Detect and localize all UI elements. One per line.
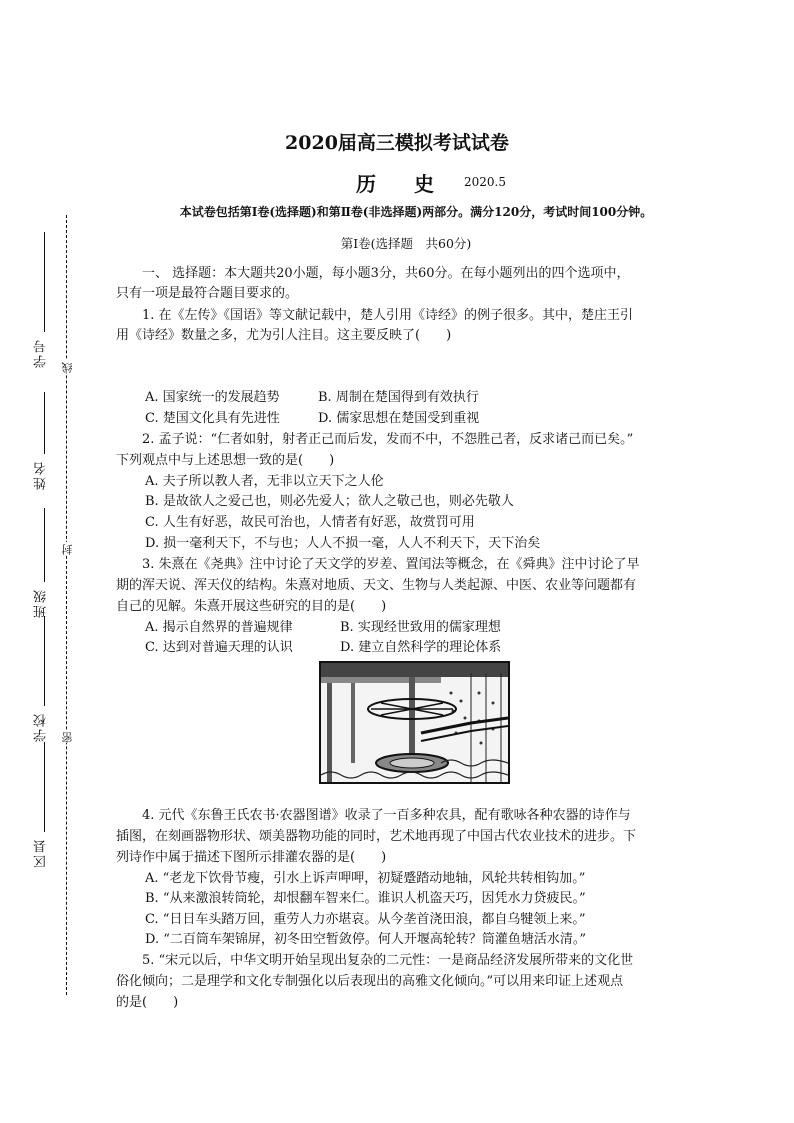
q4-stem-line2: 插图，在刻画器物形状、颂美器物功能的同时，艺术地再现了中国古代农业技术的进步。下 <box>116 829 637 844</box>
subject-title: 历史 <box>356 172 472 196</box>
q5-stem-line3: 的是( ) <box>116 995 179 1010</box>
q2-option-c: C. 人生有好恶，故民可治也，人情者有好恶，故赏罚可用 <box>145 515 475 530</box>
q2-stem-line1: 2. 孟子说：“仁者如射，射者正己而后发，发而不中，不怨胜己者，反求诸己而已矣。” <box>142 432 634 447</box>
q3-option-b: B. 实现经世致用的儒家理想 <box>340 620 501 635</box>
q5-stem-line2: 俗化倾向；二是理学和文化专制强化以后表现出的高雅文化倾向。”可以用来印证上述观点 <box>116 974 624 989</box>
q4-option-b: B. “从来激浪转筒轮，却恨翻车智来仁。谁识人机盗天巧，因凭水力贷疲民。” <box>145 891 586 906</box>
q4-option-a: A. “老龙下饮骨节瘦，引水上诉声呷呷，初疑蹙踏动地轴，风轮共转相钩加。” <box>145 871 586 886</box>
q3-option-d: D. 建立自然科学的理论体系 <box>340 640 502 655</box>
q2-option-d: D. 损一毫利天下，不与也；人人不损一毫，人人不利天下，天下治矣 <box>145 536 541 551</box>
q1-stem-line2: 用《诗经》数量之多，尤为引人注目。这主要反映了( ) <box>116 328 452 343</box>
exam-info: 本试卷包括第Ⅰ卷(选择题)和第Ⅱ卷(非选择题)两部分。满分120分，考试时间100分钟。 <box>179 205 653 219</box>
student-number-label: 学号 <box>34 338 49 368</box>
q5-stem-line1: 5. “宋元以后，中华文明开始呈现出复杂的二元性：一是商品经济发展所带来的文化世 <box>142 953 634 968</box>
q3-option-a: A. 揭示自然界的普遍规律 <box>145 620 293 635</box>
q3-option-c: C. 达到对普遍天理的认识 <box>145 640 293 655</box>
q2-option-b: B. 是故欲人之爱己也，则必先爱人；欲人之敬己也，则必先敬人 <box>145 494 514 509</box>
school-line <box>44 616 45 706</box>
district-label: 区县 <box>34 838 49 868</box>
q4-option-c: C. “日日车头踏万回，重劳人力亦堪哀。从今垄首浇田浪，都自乌犍领上来。” <box>145 912 586 927</box>
seal-mark-line: 线 <box>61 360 74 373</box>
q1-option-c: C. 楚国文化具有先进性 <box>145 411 280 426</box>
seal-dashed-line <box>66 215 67 995</box>
student-number-line <box>44 232 45 332</box>
part-heading: 第Ⅰ卷(选择题 共60分) <box>340 236 472 251</box>
exam-title: 2020届高三模拟考试试卷 <box>285 132 509 154</box>
district-line <box>44 742 45 832</box>
seal-mark-seal: 封 <box>61 542 74 555</box>
q3-stem-line3: 自己的见解。朱熹开展这些研究的目的是( ) <box>116 599 387 614</box>
school-label: 学校 <box>34 712 49 742</box>
q2-stem-line2: 下列观点中与上述思想一致的是( ) <box>116 453 335 468</box>
name-line <box>44 392 45 454</box>
irrigation-tool-illustration <box>319 661 510 784</box>
seal-mark-secret: 密 <box>61 730 74 743</box>
section-intro-2: 只有一项是最符合题目要求的。 <box>116 286 299 301</box>
name-label: 姓名 <box>34 460 49 490</box>
q3-stem-line1: 3. 朱熹在《尧典》注中讨论了天文学的岁差、置闰法等概念，在《舜典》注中讨论了早 <box>142 557 640 572</box>
q4-stem-line3: 列诗作中属于描述下图所示排灌农器的是( ) <box>116 850 387 865</box>
class-line <box>44 508 45 582</box>
q3-stem-line2: 期的浑天说、浑天仪的结构。朱熹对地质、天文、生物与人类起源、中医、农业等问题都有 <box>116 578 637 593</box>
q1-option-b: B. 周制在楚国得到有效执行 <box>318 390 479 405</box>
q1-stem-line1: 1. 在《左传》《国语》等文献记载中，楚人引用《诗经》的例子很多。其中，楚庄王引 <box>142 308 634 323</box>
class-label: 班级 <box>34 588 49 618</box>
exam-date: 2020.5 <box>464 175 506 189</box>
q4-option-d: D. “二百筒车架锦屏，初冬田空暂敛停。何人开堰高轮转？筒灌鱼塘活水清。” <box>145 932 587 947</box>
section-intro-1: 一、 选择题：本大题共20小题，每小题3分，共60分。在每小题列出的四个选项中， <box>142 266 630 281</box>
q4-stem-line1: 4. 元代《东鲁王氏农书·农器图谱》收录了一百多种农具，配有歌咏各种农器的诗作与 <box>142 808 631 823</box>
q2-option-a: A. 夫子所以教人者，无非以立天下之人伦 <box>145 474 384 489</box>
q1-option-d: D. 儒家思想在楚国受到重视 <box>318 411 480 426</box>
q1-option-a: A. 国家统一的发展趋势 <box>145 390 280 405</box>
